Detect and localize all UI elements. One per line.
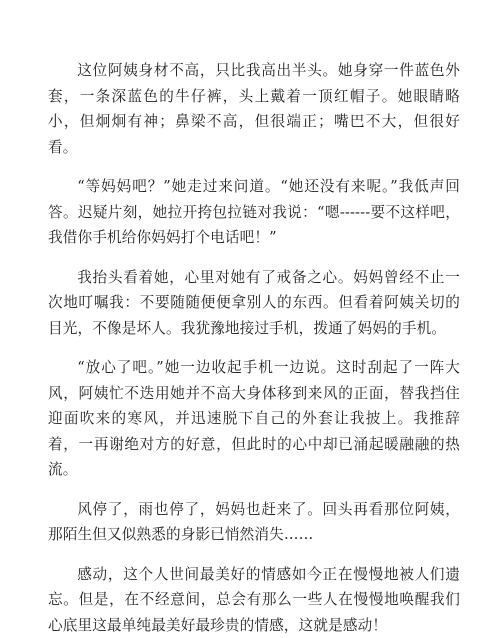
paragraph-3: 我抬头看着她，心里对她有了戒备之心。妈妈曾经不止一次地叮嘱我：不要随随便便拿别人的东西。但看着阿姨关切的目光，不像是坏人。我犹豫地接过手机，拨通了妈妈的手机。 <box>48 265 460 342</box>
paragraph-1: 这位阿姨身材不高，只比我高出半头。她身穿一件蓝色外套，一条深蓝色的牛仔裤，头上戴着一顶红帽子。她眼睛略小，但炯炯有神；鼻梁不高，但很端正；嘴巴不大，但很好看。 <box>48 58 460 160</box>
paragraph-2: “等妈妈吧？”她走过来问道。“她还没有来呢。”我低声回答。迟疑片刻，她拉开挎包拉链对我说：“嗯------要不这样吧，我借你手机给你妈妈打个电话吧！” <box>48 174 460 251</box>
paragraph-4: “放心了吧。”她一边收起手机一边说。这时刮起了一阵大风，阿姨忙不迭用她并不高大身体移到来风的正面，替我挡住迎面吹来的寒风，并迅速脱下自己的外套让我披上。我推辞着，一再谢绝对方的好意，但此时的心中却已涌起暖融融的热流。 <box>48 355 460 483</box>
paragraph-6: 感动，这个人世间最美好的情感如今正在慢慢地被人们遗忘。但是，在不经意间，总会有那么一些人在慢慢地唤醒我们心底里这最单纯最美好最珍贵的情感，这就是感动！ <box>48 562 460 638</box>
paragraph-5: 风停了，雨也停了，妈妈也赶来了。回头再看那位阿姨，那陌生但又似熟悉的身影已悄然消失…… <box>48 497 460 548</box>
